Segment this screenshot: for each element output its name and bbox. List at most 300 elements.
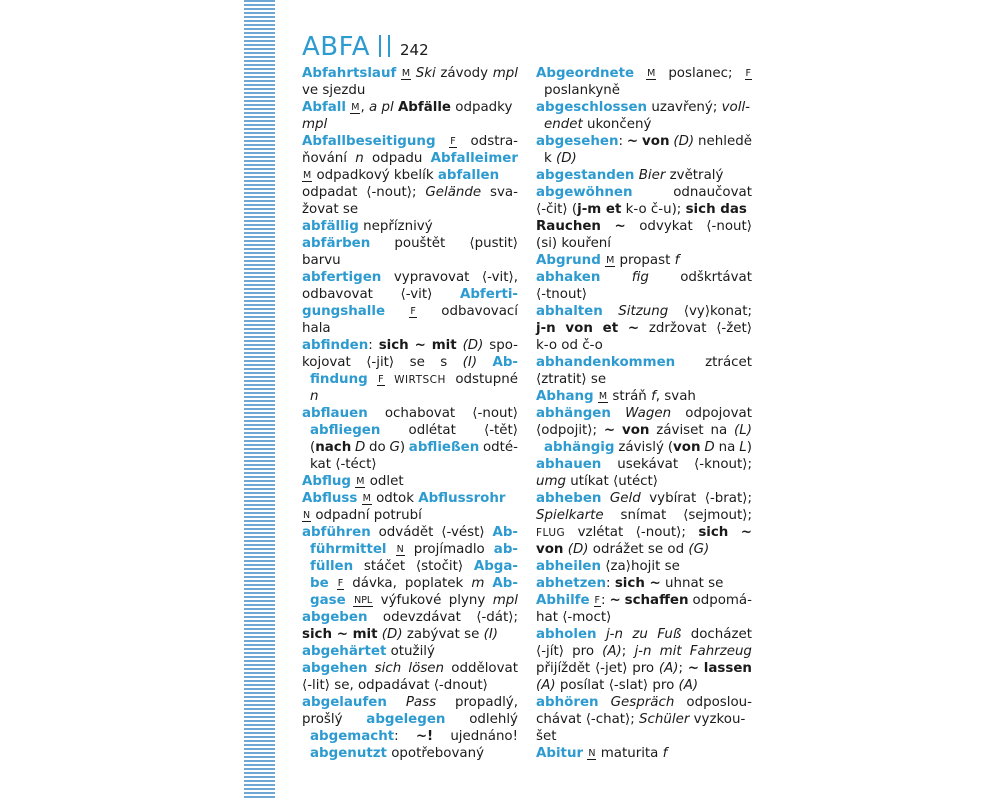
word-group — [657, 626, 681, 643]
entry-text: ⟨-vit⟩ — [400, 287, 433, 302]
entry-text: ⟨sejmout⟩; — [683, 508, 752, 523]
entry-line — [302, 82, 518, 99]
word-group — [476, 609, 518, 626]
entry-line — [536, 82, 752, 99]
word-group — [471, 575, 484, 592]
entry-text: závislý — [618, 440, 664, 455]
italic-label: f — [662, 746, 668, 761]
word-group — [310, 592, 346, 609]
gender-marker: M — [647, 68, 656, 79]
word-group — [544, 439, 614, 456]
entry-line — [302, 541, 518, 558]
word-group — [493, 592, 518, 609]
entry-line — [302, 473, 518, 490]
word-group — [646, 65, 656, 82]
entry-text: hala — [302, 321, 331, 336]
entry-line — [536, 524, 752, 541]
entry-line — [302, 320, 518, 337]
entry-text: stáčet — [363, 559, 406, 574]
word-group — [492, 575, 518, 592]
word-group — [337, 575, 344, 592]
headword: führmittel — [310, 542, 387, 557]
entry-text: kat ⟨-téct⟩ — [310, 457, 377, 472]
italic-label: (D) — [462, 338, 484, 353]
italic-label: f — [674, 253, 680, 268]
word-group — [310, 422, 380, 439]
entry-text: odté- — [482, 440, 518, 455]
gender-marker: M — [303, 170, 312, 181]
word-group — [302, 711, 343, 728]
entry-text: usekávat — [617, 457, 679, 472]
entry-text: ⟨-brat⟩; — [704, 491, 752, 506]
word-group — [366, 354, 394, 371]
word-group — [410, 354, 425, 371]
word-group — [449, 133, 456, 150]
entry-line — [536, 541, 752, 558]
word-group — [310, 541, 387, 558]
entry-text: ; — [621, 644, 627, 659]
italic-label: Schüler — [639, 712, 690, 727]
italic-label: Geld — [609, 491, 641, 506]
word-group — [451, 660, 518, 677]
word-group — [642, 133, 669, 150]
word-group — [660, 643, 682, 660]
entry-text: ⟨-knout⟩; — [694, 457, 752, 472]
word-group — [302, 609, 368, 626]
entry-text: odlet — [365, 474, 404, 489]
entry-line — [536, 558, 752, 575]
headword: Ab- — [492, 355, 518, 370]
word-group — [463, 354, 477, 371]
entry-line — [536, 694, 752, 711]
word-group — [618, 303, 668, 320]
word-group — [401, 65, 411, 82]
entry-line — [536, 303, 752, 320]
entry-text: , svah — [655, 389, 696, 404]
entry-line — [536, 286, 752, 303]
word-group — [739, 439, 752, 456]
italic-label: endet — [544, 117, 583, 132]
italic-label: m — [471, 576, 485, 591]
headword: Abfall — [302, 100, 346, 115]
word-group — [416, 558, 463, 575]
word-group — [302, 354, 351, 371]
entry-line — [302, 711, 518, 728]
word-group — [706, 218, 752, 235]
italic-label: (L) — [734, 423, 752, 438]
italic-label: f — [651, 389, 656, 404]
entry-text: výfukové — [380, 593, 442, 608]
entry-text: ( — [310, 440, 316, 455]
entry-text: ) — [399, 440, 406, 455]
gender-marker: F — [450, 136, 456, 147]
entry-text: uzavřený; — [647, 100, 722, 115]
entry-text: žovat se — [302, 202, 359, 217]
entry-text: ⟨ztratit⟩ se — [536, 372, 607, 387]
gender-marker: M — [362, 493, 371, 504]
word-group — [310, 439, 351, 456]
entry-text: ⟨-tět⟩ — [483, 423, 518, 438]
word-group — [536, 65, 634, 82]
headword: abflauen — [302, 406, 368, 421]
word-group — [627, 133, 638, 150]
entry-line — [536, 371, 752, 388]
entry-text: odlétat — [408, 423, 456, 438]
word-group — [302, 150, 347, 167]
entry-text: ⟨-žet⟩ — [716, 321, 752, 336]
word-group — [302, 65, 396, 82]
gender-marker: M — [598, 391, 608, 402]
entry-text: s — [440, 355, 448, 370]
entry-line — [536, 660, 752, 677]
entry-text: propadlý, — [454, 695, 518, 710]
word-group — [691, 626, 752, 643]
entry-line — [536, 490, 752, 507]
entry-line — [536, 677, 752, 694]
italic-label: j-n — [634, 644, 652, 659]
entry-text: ňování — [302, 151, 348, 166]
word-group — [302, 235, 370, 252]
word-group — [455, 694, 518, 711]
entry-text: chávat ⟨-chat⟩; — [536, 712, 640, 727]
word-group — [594, 592, 606, 609]
entry-text: odstra- — [470, 134, 518, 149]
bold-phrase: von — [642, 134, 670, 149]
word-group — [492, 524, 518, 541]
word-group — [432, 337, 457, 354]
bold-phrase: ~ — [414, 338, 426, 353]
entry-line — [302, 643, 518, 660]
entry-line — [302, 609, 518, 626]
word-group — [602, 643, 626, 660]
italic-label: voll- — [721, 100, 750, 115]
word-group — [302, 184, 357, 201]
entry-line — [536, 184, 752, 201]
headword: Abfalleimer — [430, 151, 518, 166]
word-group — [705, 490, 752, 507]
entry-text: poslankyně — [544, 83, 621, 98]
gender-marker: M — [356, 476, 365, 487]
entry-text: odbavovat — [302, 287, 373, 302]
entry-line — [536, 507, 752, 524]
entry-line — [536, 133, 752, 150]
word-group — [409, 303, 416, 320]
italic-label: j-n — [605, 627, 623, 642]
headword: abgewöhnen — [536, 185, 633, 200]
headword: abhauen — [536, 457, 602, 472]
word-group — [302, 524, 371, 541]
word-group — [405, 575, 463, 592]
word-group — [366, 184, 416, 201]
italic-label: mpl — [492, 66, 518, 81]
entry-line — [536, 745, 752, 762]
entry-text: odpomá- — [692, 593, 752, 608]
word-group — [578, 524, 624, 541]
entry-text: ⟨-jít⟩ — [536, 644, 564, 659]
word-group — [492, 354, 518, 371]
word-group — [683, 507, 752, 524]
bold-phrase: ~ — [687, 661, 700, 676]
entry-line — [302, 65, 518, 82]
italic-label: lösen — [408, 661, 445, 676]
word-group — [536, 660, 590, 677]
headword: abfinden — [302, 338, 369, 353]
word-group — [383, 609, 461, 626]
entry-text: utíkat ⟨utéct⟩ — [566, 474, 659, 489]
italic-label: (D) — [673, 134, 695, 149]
word-group — [617, 456, 678, 473]
entry-line — [536, 626, 752, 643]
headword: abgelaufen — [302, 695, 387, 710]
entry-line — [302, 150, 518, 167]
word-group — [536, 303, 603, 320]
word-group — [489, 337, 518, 354]
headword: Abhilfe — [536, 593, 590, 608]
italic-label: Ski — [415, 66, 436, 81]
italic-label: Gespräch — [610, 695, 675, 710]
bold-phrase: ~ — [603, 423, 616, 438]
headword: abfließen — [408, 440, 480, 455]
entry-text: : — [394, 729, 399, 744]
entry-text: odvykat — [639, 219, 693, 234]
entry-text: vypravovat — [393, 270, 470, 285]
entry-line — [302, 422, 518, 439]
word-group — [704, 439, 714, 456]
entry-text: ⟨-vést⟩ — [441, 525, 485, 540]
entries-column-left — [302, 65, 518, 762]
italic-label: Pass — [405, 695, 437, 710]
headword: abholen — [536, 627, 597, 642]
headword: Abitur — [536, 746, 584, 761]
word-group — [493, 65, 518, 82]
italic-label: D — [704, 440, 715, 455]
word-group — [469, 235, 518, 252]
entry-text: vzlétat — [577, 525, 624, 540]
word-group — [536, 133, 623, 150]
entry-text: ochabovat — [384, 406, 456, 421]
entry-line — [302, 677, 518, 694]
word-group — [595, 660, 628, 677]
entry-text: otužilý — [386, 644, 435, 659]
word-group — [483, 439, 518, 456]
entry-text: ⟨-nout⟩; — [635, 525, 686, 540]
word-group — [414, 541, 485, 558]
entry-text: odlehlý — [469, 712, 518, 727]
entry-line — [302, 337, 518, 354]
word-group — [716, 320, 752, 337]
word-group — [302, 337, 373, 354]
entry-line — [302, 388, 518, 405]
entry-line — [536, 354, 752, 371]
gender-marker: N — [396, 544, 404, 555]
word-group — [621, 507, 667, 524]
entry-text: ⟨-nout⟩ — [706, 219, 752, 234]
word-group — [603, 320, 618, 337]
word-group — [460, 286, 518, 303]
italic-label: (D) — [381, 627, 403, 642]
word-group — [415, 337, 426, 354]
word-group — [734, 422, 752, 439]
entry-line — [536, 337, 752, 354]
entry-text: ⟨-tnout⟩ — [536, 287, 587, 302]
italic-label: (D) — [556, 151, 577, 166]
domain-label: WIRTSCH — [394, 374, 446, 386]
word-group — [394, 371, 446, 388]
entry-line — [536, 592, 752, 609]
entry-line — [302, 167, 518, 184]
entry-text: odvádět — [378, 525, 434, 540]
headword: abgestanden — [536, 168, 635, 183]
entry-text: plyny — [448, 593, 486, 608]
entry-line — [536, 711, 752, 728]
word-group — [688, 660, 699, 677]
headword: abfärben — [302, 236, 371, 251]
entry-text: prošlý — [302, 712, 343, 727]
entry-line — [302, 575, 518, 592]
word-group — [389, 439, 405, 456]
bold-phrase: et — [602, 321, 619, 336]
entry-text: ( — [667, 440, 674, 455]
italic-label: (D) — [567, 542, 589, 557]
headword: Abfallbeseitigung — [302, 134, 436, 149]
bold-phrase: ~ — [740, 525, 752, 540]
entry-text: : — [606, 576, 615, 591]
italic-label: n — [355, 151, 364, 166]
entry-text: odrážet se od — [588, 542, 689, 557]
word-group — [536, 320, 556, 337]
gender-marker: M — [606, 255, 615, 266]
headword: abheilen — [536, 559, 602, 574]
headword: Abgrund — [536, 253, 601, 268]
word-group — [302, 286, 373, 303]
bold-phrase: ~ — [626, 134, 639, 149]
entry-line — [536, 320, 752, 337]
entry-text: odnaučovat — [673, 185, 752, 200]
italic-label: (I) — [462, 355, 478, 370]
entry-text: odpadat — [302, 185, 358, 200]
entry-text: vyzkou- — [689, 712, 746, 727]
italic-label: Spielkarte — [536, 508, 604, 523]
headword: abgelegen — [366, 712, 446, 727]
entry-text: odpadkový kbelík — [312, 168, 438, 183]
entry-text: na — [718, 440, 736, 455]
word-group — [484, 422, 518, 439]
headword: abhandenkommen — [536, 355, 676, 370]
word-group — [401, 286, 433, 303]
word-group — [704, 660, 752, 677]
entry-line — [302, 235, 518, 252]
entry-line — [302, 184, 518, 201]
word-group — [302, 269, 381, 286]
bold-phrase: Abfälle — [397, 100, 452, 115]
word-group — [366, 711, 445, 728]
headword: findung — [310, 372, 368, 387]
entry-line — [302, 745, 518, 762]
entry-line — [536, 388, 752, 405]
word-group — [656, 422, 703, 439]
entry-line — [536, 456, 752, 473]
entry-line — [302, 201, 518, 218]
word-group — [741, 524, 752, 541]
entry-line — [302, 354, 518, 371]
entry-text: se — [409, 355, 425, 370]
bold-phrase: j-n — [536, 321, 556, 336]
entry-text: ⟨-nout⟩ — [472, 406, 518, 421]
entry-text: kojovat — [302, 355, 351, 370]
headword: abhängig — [544, 440, 615, 455]
gender-marker: F — [378, 374, 384, 385]
italic-label: Sitzung — [618, 304, 669, 319]
entry-line — [536, 65, 752, 82]
word-group — [302, 133, 436, 150]
word-group — [482, 269, 518, 286]
word-group — [385, 405, 455, 422]
entry-text: barvu — [302, 253, 341, 268]
italic-label: fig — [631, 270, 649, 285]
gender-marker: F — [745, 68, 751, 79]
entry-line — [302, 558, 518, 575]
bold-phrase: sich — [698, 525, 729, 540]
word-group — [649, 320, 707, 337]
entry-text: nepříznivý — [358, 219, 433, 234]
word-group — [634, 643, 651, 660]
entry-line — [302, 303, 518, 320]
headword: Ab- — [492, 525, 518, 540]
word-group — [649, 490, 696, 507]
entry-line — [536, 405, 752, 422]
entry-line — [536, 252, 752, 269]
entry-text: ⟨-čit⟩ ( — [536, 202, 578, 217]
entry-text: k — [544, 151, 557, 166]
entry-line — [302, 286, 518, 303]
entry-line — [302, 660, 518, 677]
word-group — [394, 235, 445, 252]
entry-text: záviset — [656, 423, 704, 438]
word-group — [310, 728, 399, 745]
headword: abfertigen — [302, 270, 382, 285]
word-group — [450, 728, 518, 745]
gender-marker: M — [351, 102, 360, 113]
word-group — [416, 728, 433, 745]
word-group — [536, 422, 597, 439]
word-group — [302, 660, 367, 677]
entry-line — [536, 728, 752, 745]
italic-label: (A) — [536, 678, 556, 693]
bold-phrase: von — [536, 542, 564, 557]
word-group — [536, 354, 675, 371]
entry-line — [536, 99, 752, 116]
italic-label: n — [310, 389, 319, 404]
word-group — [441, 303, 518, 320]
italic-label: L — [739, 440, 747, 455]
entry-line — [302, 371, 518, 388]
headword: Abfluss — [302, 491, 358, 506]
entry-text: ⟨za⟩hojit se — [601, 559, 680, 574]
word-group — [668, 65, 732, 82]
entry-text: odpadky — [451, 100, 513, 115]
bold-phrase: ~! — [415, 729, 434, 744]
bold-phrase: ~ — [609, 593, 621, 608]
italic-label: mit — [659, 644, 682, 659]
word-group — [449, 592, 486, 609]
entry-text: ⟨-jet⟩ — [594, 661, 628, 676]
word-group — [536, 643, 564, 660]
word-group — [472, 405, 518, 422]
word-group — [463, 337, 484, 354]
entry-text: ⟨-lit⟩ se, odpadávat ⟨-dnout⟩ — [302, 678, 488, 693]
entry-line — [536, 218, 752, 235]
word-group — [618, 439, 664, 456]
